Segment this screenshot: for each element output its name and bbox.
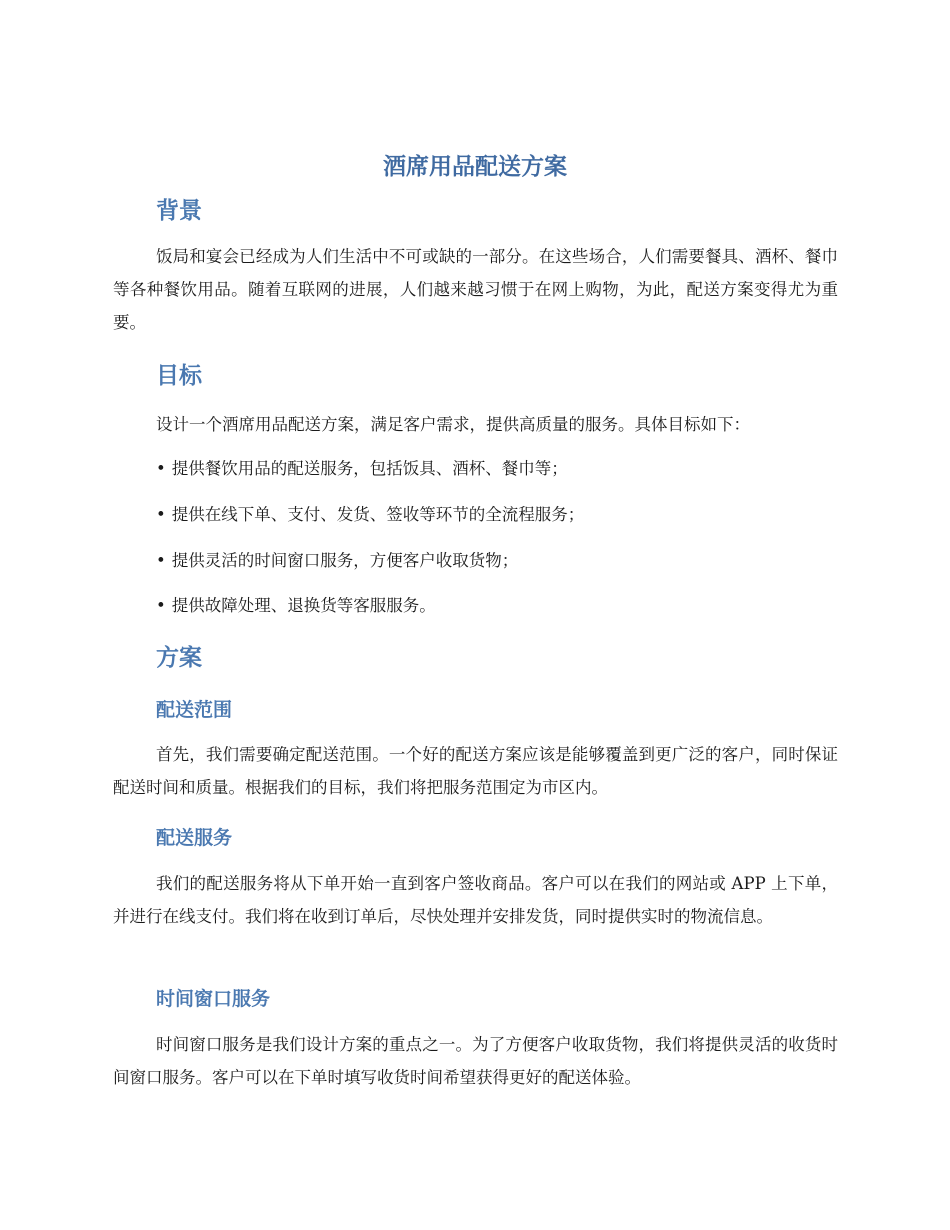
goal-list-item: [156, 549, 518, 573]
scope-paragraph: 首先，我们需要确定配送范围。一个好的配送方案应该是能够覆盖到更广泛的客户，同时保证配送时间和质量。根据我们的目标，我们将把服务范围定为市区内。: [113, 745, 838, 797]
goals-intro: 设计一个酒席用品配送方案，满足客户需求，提供高质量的服务。具体目标如下：: [156, 415, 750, 434]
goal-list-item: [156, 594, 436, 618]
section-heading-background: 背景: [156, 198, 202, 224]
subsection-heading-service: 配送服务: [156, 827, 233, 849]
time-window-paragraph: 时间窗口服务是我们设计方案的重点之一。为了方便客户收取货物，我们将提供灵活的收货时间窗口服务。客户可以在下单时填写收货时间希望获得更好的配送体验。: [113, 1035, 838, 1087]
goal-item-text: 提供餐饮用品的配送服务，包括饭具、酒杯、餐巾等；: [171, 459, 568, 478]
goal-item-text: 提供灵活的时间窗口服务，方便客户收取货物；: [171, 551, 519, 570]
bullet-icon: •: [156, 505, 166, 524]
document-title: 酒席用品配送方案: [383, 154, 567, 180]
goal-list-item: [156, 457, 568, 481]
bullet-icon: •: [156, 596, 166, 615]
goal-item-text: 提供在线下单、支付、发货、签收等环节的全流程服务；: [171, 505, 585, 524]
bullet-icon: •: [156, 459, 166, 478]
section-heading-goals: 目标: [156, 363, 202, 389]
subsection-heading-scope: 配送范围: [156, 699, 233, 721]
goal-item-text: 提供故障处理、退换货等客服服务。: [171, 596, 436, 615]
subsection-heading-time-window: 时间窗口服务: [156, 988, 271, 1010]
goal-list-item: [156, 503, 584, 527]
section-heading-plan: 方案: [156, 645, 202, 671]
bullet-icon: •: [156, 551, 166, 570]
background-paragraph: 饭局和宴会已经成为人们生活中不可或缺的一部分。在这些场合，人们需要餐具、酒杯、餐巾等各种餐饮用品。随着互联网的进展，人们越来越习惯于在网上购物，为此，配送方案变得尤为重要。: [113, 247, 838, 332]
service-paragraph: 我们的配送服务将从下单开始一直到客户签收商品。客户可以在我们的网站或 APP 上下单，并进行在线支付。我们将在收到订单后，尽快处理并安排发货，同时提供实时的物流信息。: [113, 874, 838, 926]
